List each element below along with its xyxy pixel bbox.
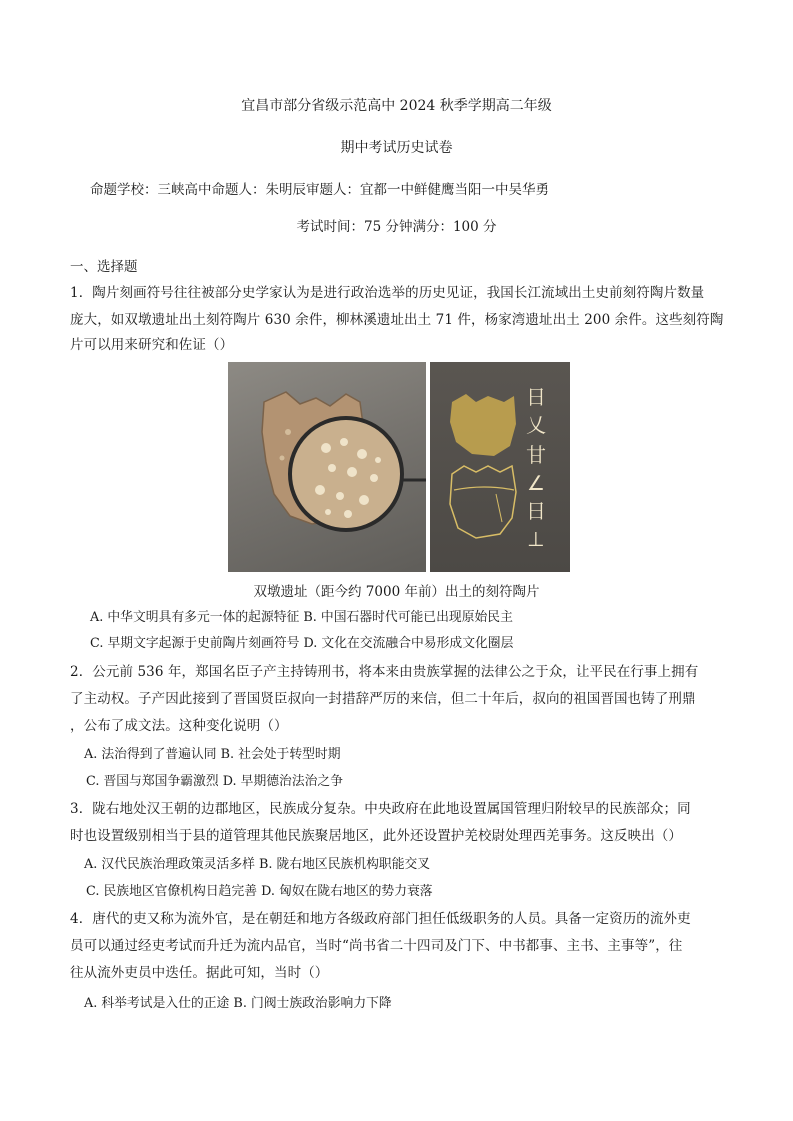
question-3-line2: 时也设置级别相当于县的道管理其他民族聚居地区，此外还设置护羌校尉处理西羌事务。这反映出（） bbox=[70, 828, 682, 844]
question-1-line2: 庞大，如双墩遗址出土刻符陶片 630 余件，柳林溪遗址出土 71 件，杨家湾遗址出土 200 余件。这些刻符陶 bbox=[70, 312, 724, 328]
question-2-line2: 了主动权。子产因此接到了晋国贤臣叔向一封措辞严厉的来信，但二十年后，叔向的祖国晋国也铸了刑鼎 bbox=[70, 691, 696, 707]
question-2-line1: 2．公元前 536 年，郑国名臣子产主持铸刑书，将本来由贵族掌握的法律公之于众，让平民在行事上拥有 bbox=[70, 664, 699, 680]
exam-title-line1: 宜昌市部分省级示范高中 2024 秋季学期高二年级 bbox=[241, 98, 552, 114]
symbol-glyph: ∠ bbox=[527, 471, 545, 495]
question-4-options-ab: A. 科举考试是入仕的正途 B. 门阀士族政治影响力下降 bbox=[84, 996, 392, 1011]
symbol-glyph: 乂 bbox=[526, 413, 546, 437]
symbol-glyph: ⊥ bbox=[527, 527, 545, 551]
question-3-line1: 3．陇右地处汉王朝的边郡地区，民族成分复杂。中央政府在此地设置属国管理归附较早的民族部众；同 bbox=[70, 801, 691, 817]
exam-authors: 命题学校：三峡高中命题人：朱明辰审题人：宜都一中鲜健鹰当阳一中吴华勇 bbox=[90, 182, 549, 198]
section-title: 一、选择题 bbox=[70, 259, 138, 275]
exam-time: 考试时间：75 分钟满分：100 分 bbox=[296, 219, 497, 235]
question-1-options-ab: A. 中华文明具有多元一体的起源特征 B. 中国石器时代可能已出现原始民主 bbox=[90, 610, 513, 625]
question-1-options-cd: C. 早期文字起源于史前陶片刻画符号 D. 文化在交流融合中易形成文化圈层 bbox=[90, 636, 514, 651]
symbol-glyph: 甘 bbox=[526, 443, 546, 467]
question-3-options-ab: A. 汉代民族治理政策灵活多样 B. 陇右地区民族机构职能交叉 bbox=[84, 857, 431, 872]
question-1-line1: 1．陶片刻画符号往往被部分史学家认为是进行政治选举的历史见证，我国长江流域出土史前刻符陶片数量 bbox=[70, 285, 705, 301]
symbol-glyph: 日 bbox=[526, 499, 546, 523]
question-2-options-ab: A. 法治得到了普遍认同 B. 社会处于转型时期 bbox=[84, 747, 341, 762]
question-2-line3: ，公布了成文法。这种变化说明（） bbox=[70, 718, 288, 734]
symbol-glyph: 日 bbox=[526, 385, 546, 409]
question-4-line3: 往从流外吏员中迭任。据此可知，当时（） bbox=[70, 965, 329, 981]
pottery-shard-photo bbox=[228, 362, 426, 572]
symbol-sketch-photo bbox=[430, 362, 570, 572]
question-2-options-cd: C. 晋国与郑国争霸激烈 D. 早期德治法治之争 bbox=[86, 774, 344, 789]
pottery-shard-figure bbox=[228, 362, 570, 572]
figure-caption: 双墩遗址（距今约 7000 年前）出土的刻符陶片 bbox=[253, 584, 540, 600]
question-1-line3: 片可以用来研究和佐证（） bbox=[70, 337, 234, 353]
question-4-line1: 4．唐代的吏又称为流外官，是在朝廷和地方各级政府部门担任低级职务的人员。具备一定资历的流外吏 bbox=[70, 911, 691, 927]
question-4-line2: 员可以通过经吏考试而升迁为流内品官，当时“尚书省二十四司及门下、中书都事、主书、主事等”，往 bbox=[70, 938, 683, 954]
question-3-options-cd: C. 民族地区官僚机构日趋完善 D. 匈奴在陇右地区的势力衰落 bbox=[86, 884, 433, 899]
exam-title-line2: 期中考试历史试卷 bbox=[340, 140, 453, 156]
